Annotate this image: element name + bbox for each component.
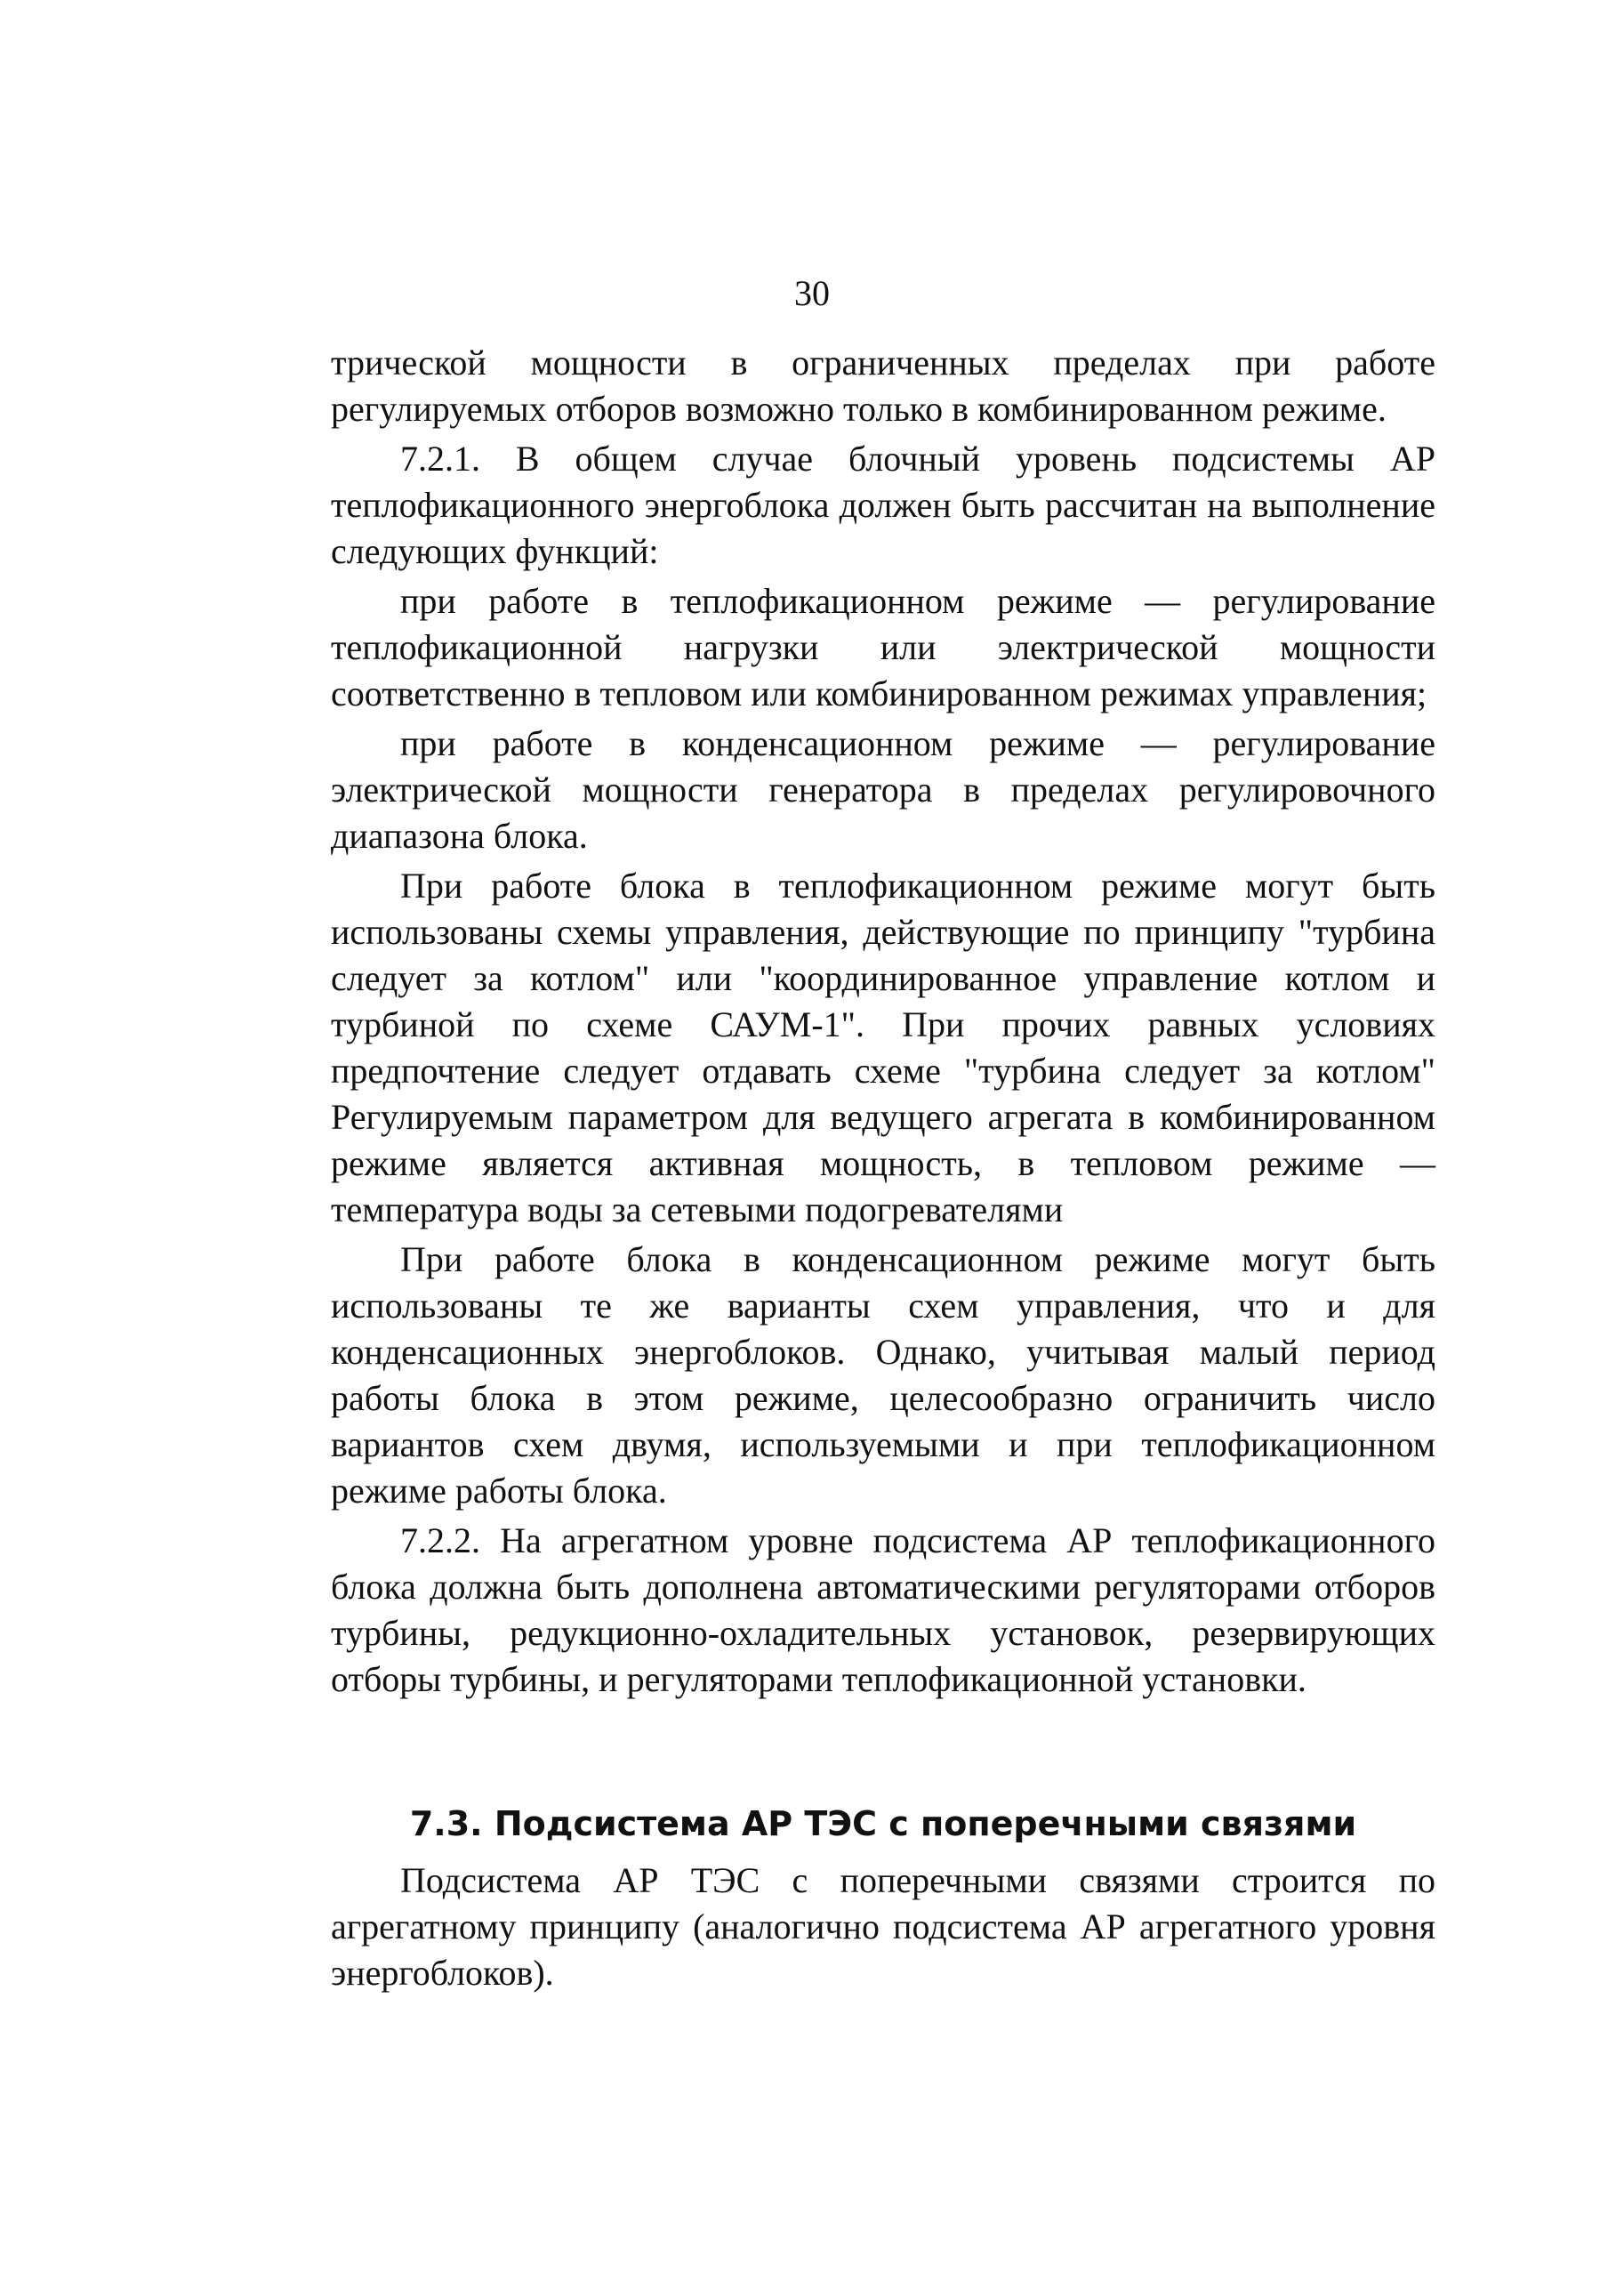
paragraph-control-schemes: При работе блока в теплофикационном режиме могут быть использованы схемы управления, действующие по принципу "турбина следует за котлом" или "координированное управление котлом и турбиной по схеме САУМ-1". При прочих равных условиях предпочтение следует отдавать схеме "турбина следует за котлом" Регулируемым параметром для ведущего агрегата в комбинированном режиме является активная мощность, в тепловом режиме — температура воды за сетевыми подогревателями xyxy=(331,866,1435,1229)
paragraph-continuation: трической мощности в ограниченных пределах при работе регулируемых отборов возможно только в комбинированном режиме. xyxy=(331,343,1435,429)
section-heading: 7.3. Подсистема АР ТЭС с поперечными связями xyxy=(409,1804,1357,1843)
paragraph-condensing-mode: при работе в конденсационном режиме — регулирование электрической мощности генератора в пределах регулировочного диапазона блока. xyxy=(331,723,1435,856)
paragraph-condensing-variants: При работе блока в конденсационном режиме могут быть использованы те же варианты схем управления, что и для конденсационных энергоблоков. Однако, учитывая малый период работы блока в этом режиме, целесообразно ограничить число вариантов схем двумя, используемыми и при теплофикационном режиме работы блока. xyxy=(331,1239,1435,1511)
page-number: 30 xyxy=(794,273,830,313)
body-text xyxy=(331,340,1435,1996)
paragraph-7-2-1: 7.2.1. В общем случае блочный уровень подсистемы АР теплофикационного энергоблока должен быть рассчитан на выполнение следующих функций: xyxy=(331,439,1435,571)
paragraph-7-2-2: 7.2.2. На агрегатном уровне подсистема АР теплофикационного блока должна быть дополнена автоматическими регуляторами отборов турбины, редукционно-охладительных установок, резервирующих отборы турбины, и регуляторами теплофикационной установки. xyxy=(331,1520,1435,1699)
paragraph-cross-links: Подсистема АР ТЭС с поперечными связями строится по агрегатному принципу (аналогично подсистема АР агрегатного уровня энергоблоков). xyxy=(331,1860,1435,1993)
paragraph-heating-mode: при работе в теплофикационном режиме — регулирование теплофикационной нагрузки или электрической мощности соответственно в тепловом или комбинированном режимах управления; xyxy=(331,581,1435,713)
